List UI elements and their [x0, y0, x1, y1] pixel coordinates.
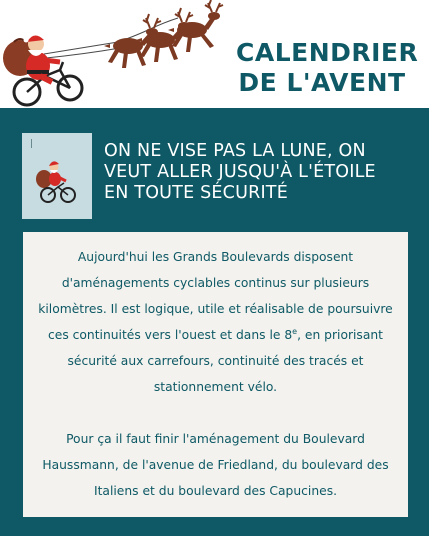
title-line: CALENDRIER — [236, 38, 419, 67]
paragraph-line: d'aménagements cyclables continus sur plusieurs — [61, 276, 370, 290]
paragraph-text: , en priorisant — [297, 328, 383, 342]
santa-reindeer-illustration — [0, 0, 236, 112]
paragraph-line: Italiens et du boulevard des Capucines. — [93, 484, 338, 498]
paragraph-text: ces continuités vers l'ouest et dans le 8 — [48, 328, 293, 342]
paragraph-line: stationnement vélo. — [153, 380, 278, 394]
thumbnail-marker — [31, 139, 32, 148]
paragraph-line: kilomètres. Il est logique, utile et réalisable de poursuivre — [38, 302, 393, 316]
body-paragraph — [23, 244, 408, 400]
reindeer-icon — [168, 0, 223, 52]
thumbnail — [22, 133, 92, 219]
title-line: DE L'AVENT — [238, 68, 406, 97]
headline-line: VEUT ALLER JUSQU'À L'ÉTOILE — [104, 162, 376, 182]
ordinal-suffix: e — [292, 326, 298, 336]
santa-on-bike-icon — [3, 35, 82, 105]
text-card — [23, 232, 408, 517]
feature-headline — [104, 141, 414, 204]
paragraph-line: sécurité aux carrefours, continuité des tracés et — [67, 354, 364, 368]
paragraph-line: Aujourd'hui les Grands Boulevards disposent — [77, 250, 354, 264]
page-title — [236, 38, 419, 98]
paragraph-line — [23, 322, 408, 348]
paragraph-line: Pour ça il faut finir l'aménagement du Boulevard — [66, 432, 365, 446]
body-paragraph — [23, 426, 408, 504]
paragraph-line: Haussmann, de l'avenue de Friedland, du boulevard des — [42, 458, 389, 472]
headline-line: ON NE VISE PAS LA LUNE, ON — [104, 141, 366, 161]
headline-line: EN TOUTE SÉCURITÉ — [104, 183, 288, 203]
santa-on-bike-thumbnail-icon — [22, 133, 92, 219]
